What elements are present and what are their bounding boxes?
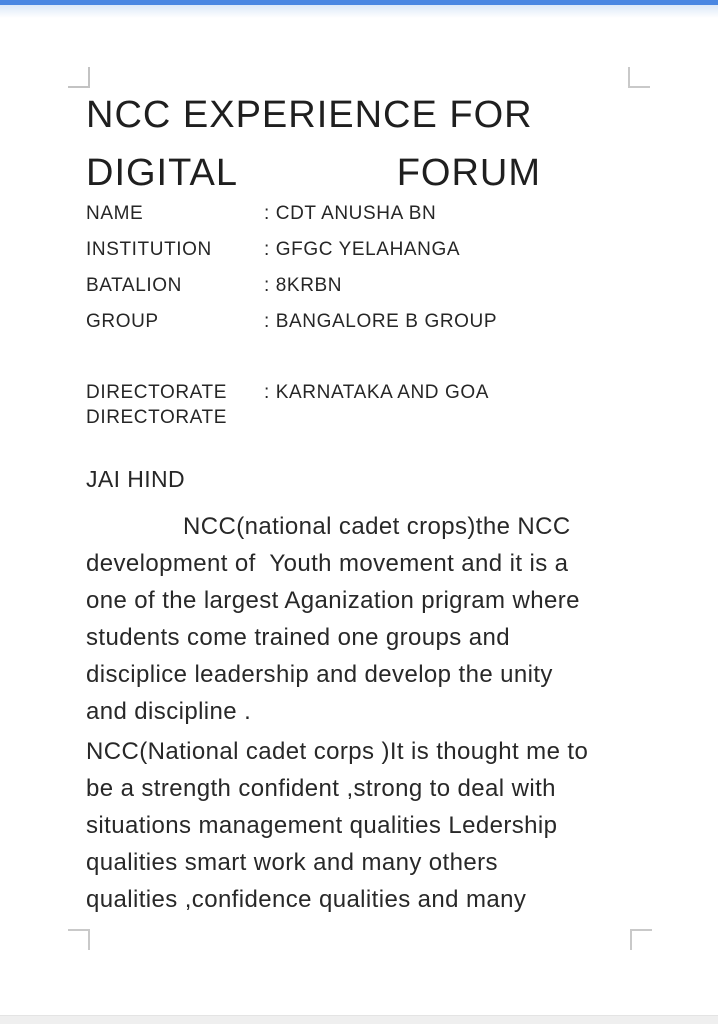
page-margin-mark-bottom-right xyxy=(630,929,652,950)
paragraph-1 xyxy=(86,508,634,730)
directorate-line-1 xyxy=(86,380,634,405)
field-label: INSTITUTION xyxy=(86,239,212,260)
paragraph-line: one of the largest Aganization prigram where xyxy=(86,587,580,614)
paragraph-line: NCC(National cadet corps )It is thought me to xyxy=(86,738,589,765)
paragraph-line: qualities ,confidence qualities and many xyxy=(86,886,527,913)
paragraph-2 xyxy=(86,733,634,918)
field-row-institution xyxy=(86,237,634,262)
field-row-group xyxy=(86,309,634,334)
title-line-1: NCC EXPERIENCE FOR xyxy=(86,94,533,136)
paragraph-line: NCC(national cadet crops)the NCC xyxy=(183,513,571,540)
field-label: DIRECTORATE xyxy=(86,382,228,403)
paragraph-line: development of Youth movement and it is a xyxy=(86,550,569,577)
page-margin-mark-bottom-left xyxy=(68,929,90,950)
field-value: : GFGC YELAHANGA xyxy=(264,239,461,260)
document-title xyxy=(86,86,634,202)
field-value: : 8KRBN xyxy=(264,275,343,296)
paragraph-line: be a strength confident ,strong to deal with xyxy=(86,775,556,802)
field-value: : CDT ANUSHA BN xyxy=(264,203,437,224)
field-row-directorate xyxy=(86,380,634,430)
page-margin-mark-top-left xyxy=(68,67,90,88)
paragraph-line: students come trained one groups and xyxy=(86,624,511,651)
title-line-2 xyxy=(86,144,541,202)
top-accent-fade xyxy=(0,5,718,18)
field-row-name xyxy=(86,201,634,226)
paragraph-line: qualities smart work and many others xyxy=(86,849,498,876)
field-value: : BANGALORE B GROUP xyxy=(264,311,498,332)
field-label: BATALION xyxy=(86,275,182,296)
paragraph-line: situations management qualities Ledership xyxy=(86,812,558,839)
bottom-app-band xyxy=(0,1015,718,1024)
cadet-details xyxy=(86,201,634,345)
salutation: JAI HIND xyxy=(86,466,186,492)
title-word-digital: DIGITAL xyxy=(86,152,238,194)
field-label: NAME xyxy=(86,203,144,224)
paragraph-line: and discipline . xyxy=(86,698,252,725)
field-row-batalion xyxy=(86,273,634,298)
title-word-forum: FORUM xyxy=(396,152,541,194)
paragraph-line: disciplice leadership and develop the unity xyxy=(86,661,553,688)
directorate-wrapped-word: DIRECTORATE xyxy=(86,407,228,428)
field-label: GROUP xyxy=(86,311,159,332)
page-margin-mark-top-right xyxy=(628,67,650,88)
field-value: : KARNATAKA AND GOA xyxy=(264,382,490,403)
